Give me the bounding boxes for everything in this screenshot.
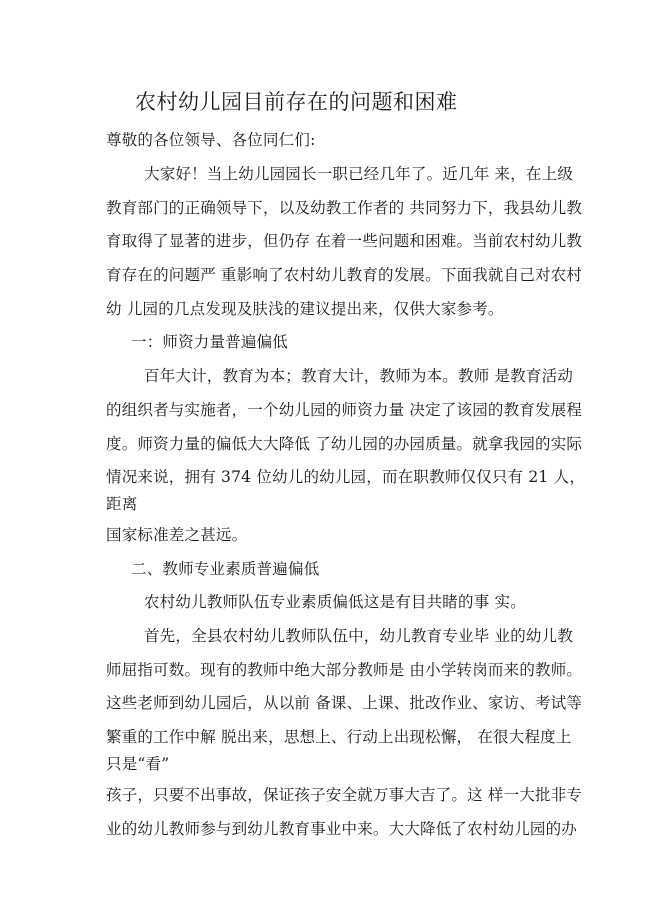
paragraph-line: 这些老师到幼儿园后，从以前 备课、上课、批改作业、家访、考试等 bbox=[106, 694, 583, 712]
paragraph-line: 孩子，只要不出事故，保证孩子安全就万事大吉了。这 样一大批非专 bbox=[106, 786, 583, 804]
paragraph-line: 师屈指可数。现有的教师中绝大部分教师是 由小学转岗而来的教师。 bbox=[106, 661, 583, 679]
paragraph-line: 大家好！当上幼儿园园长一职已经几年了。近几年 来，在上级 bbox=[144, 165, 574, 183]
salutation-line: 尊敬的各位领导、各位同仁们: bbox=[106, 131, 316, 149]
paragraph-line: 业的幼儿教师参与到幼儿教育事业中来。大大降低了农村幼儿园的办 bbox=[106, 820, 578, 838]
paragraph-line: 育存在的问题严 重影响了农村幼儿教育的发展。下面我就自己对农村 bbox=[106, 266, 583, 284]
paragraph-line: 百年大计，教育为本；教育大计，教师为本。教师 是教育活动 bbox=[144, 367, 574, 385]
paragraph-line: 育取得了显著的进步，但仍存 在着一些问题和困难。当前农村幼儿教 bbox=[106, 232, 583, 250]
paragraph-line: 只是“看” bbox=[106, 755, 170, 773]
paragraph-line: 繁重的工作中解 脱出来，思想上、行动上出现松懈， 在很大程度上 bbox=[106, 728, 572, 746]
document-title: 农村幼儿园目前存在的问题和困难 bbox=[135, 90, 458, 114]
section-heading: 二、教师专业素质普遍偏低 bbox=[131, 560, 320, 578]
section-heading: 一：师资力量普遍偏低 bbox=[131, 333, 289, 351]
paragraph-line: 幼 儿园的几点发现及肤浅的建议提出来，仅供大家参考。 bbox=[106, 300, 504, 318]
paragraph-line: 距离 bbox=[106, 495, 138, 513]
paragraph-line: 情况来说，拥有 374 位幼儿的幼儿园，而在职教师仅仅只有 21 人， bbox=[106, 468, 586, 486]
paragraph-line: 教育部门的正确领导下，以及幼教工作者的 共同努力下，我县幼儿教 bbox=[106, 199, 583, 217]
paragraph-line: 首先，全县农村幼儿教师队伍中，幼儿教育专业毕 业的幼儿教 bbox=[144, 627, 574, 645]
paragraph-line: 国家标准差之甚远。 bbox=[106, 526, 248, 544]
paragraph-line: 农村幼儿教师队伍专业素质偏低这是有目共睹的事 实。 bbox=[144, 593, 526, 611]
paragraph-line: 的组织者与实施者，一个幼儿园的师资力量 决定了该园的教育发展程 bbox=[106, 401, 583, 419]
paragraph-line: 度。师资力量的偏低大大降低 了幼儿园的办园质量。就拿我园的实际 bbox=[106, 435, 583, 453]
